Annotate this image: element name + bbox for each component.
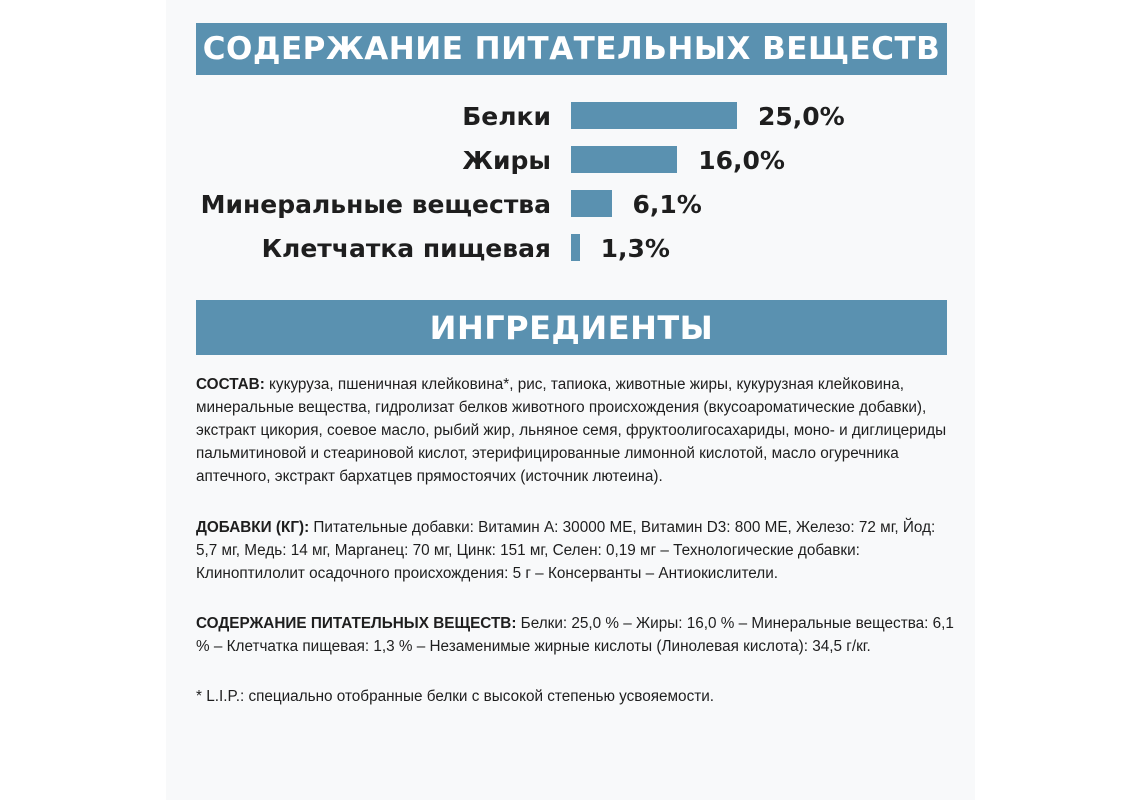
nutrient-label: Жиры: [462, 146, 551, 175]
nutrient-bar: [571, 102, 737, 129]
additives-text: Питательные добавки: Витамин A: 30000 МЕ, Витамин D3: 800 МЕ, Железо: 72 мг, Йод: 5,7 мг, Медь: 14 мг, Марганец: 70 мг, Цинк: 151 мг, Селен: 0,19 мг – Технологические добавки: Клиноптилолит осадочного происхождения: 5 г – Консерванты – Антиокислители.: [196, 519, 936, 582]
nutrient-bar: [571, 146, 677, 173]
nutrients-text-label: СОДЕРЖАНИЕ ПИТАТЕЛЬНЫХ ВЕЩЕСТВ:: [196, 615, 517, 632]
nutrient-label: Минеральные вещества: [200, 190, 551, 219]
ingredients-header: ИНГРЕДИЕНТЫ: [196, 300, 947, 355]
nutrient-value: 25,0%: [758, 102, 845, 131]
composition-paragraph: [196, 373, 956, 488]
nutrient-bar: [571, 234, 580, 261]
composition-text: кукуруза, пшеничная клейковина*, рис, тапиока, животные жиры, кукурузная клейковина, минеральные вещества, гидролизат белков животного происхождения (вкусоароматические добавки), экстракт цикория, соевое масло, рыбий жир, льняное семя, фруктоолигосахариды, моно- и диглицериды пальмитиновой и стеариновой кислот, этерифицированные лимонной кислотой, масло огуречника аптечного, экстракт бархатцев прямостоячих (источник лютеина).: [196, 376, 947, 485]
nutrient-label: Клетчатка пищевая: [261, 234, 551, 263]
composition-label: СОСТАВ:: [196, 376, 265, 393]
nutrients-paragraph: [196, 612, 956, 658]
nutrient-value: 1,3%: [600, 234, 670, 263]
additives-label: ДОБАВКИ (КГ):: [196, 519, 310, 536]
footnote: * L.I.P.: специально отобранные белки с высокой степенью усвояемости.: [196, 688, 715, 705]
nutrients-header: СОДЕРЖАНИЕ ПИТАТЕЛЬНЫХ ВЕЩЕСТВ: [196, 23, 947, 75]
nutrient-bar: [571, 190, 612, 217]
nutrient-label: Белки: [462, 102, 551, 131]
nutrients-text-body: Белки: 25,0 % – Жиры: 16,0 % – Минеральные вещества: 6,1 % – Клетчатка пищевая: 1,3 % – Незаменимые жирные кислоты (Линолевая кислота): 34,5 г/кг.: [196, 615, 954, 655]
additives-paragraph: [196, 516, 956, 585]
nutrient-value: 6,1%: [632, 190, 702, 219]
nutrient-value: 16,0%: [698, 146, 785, 175]
